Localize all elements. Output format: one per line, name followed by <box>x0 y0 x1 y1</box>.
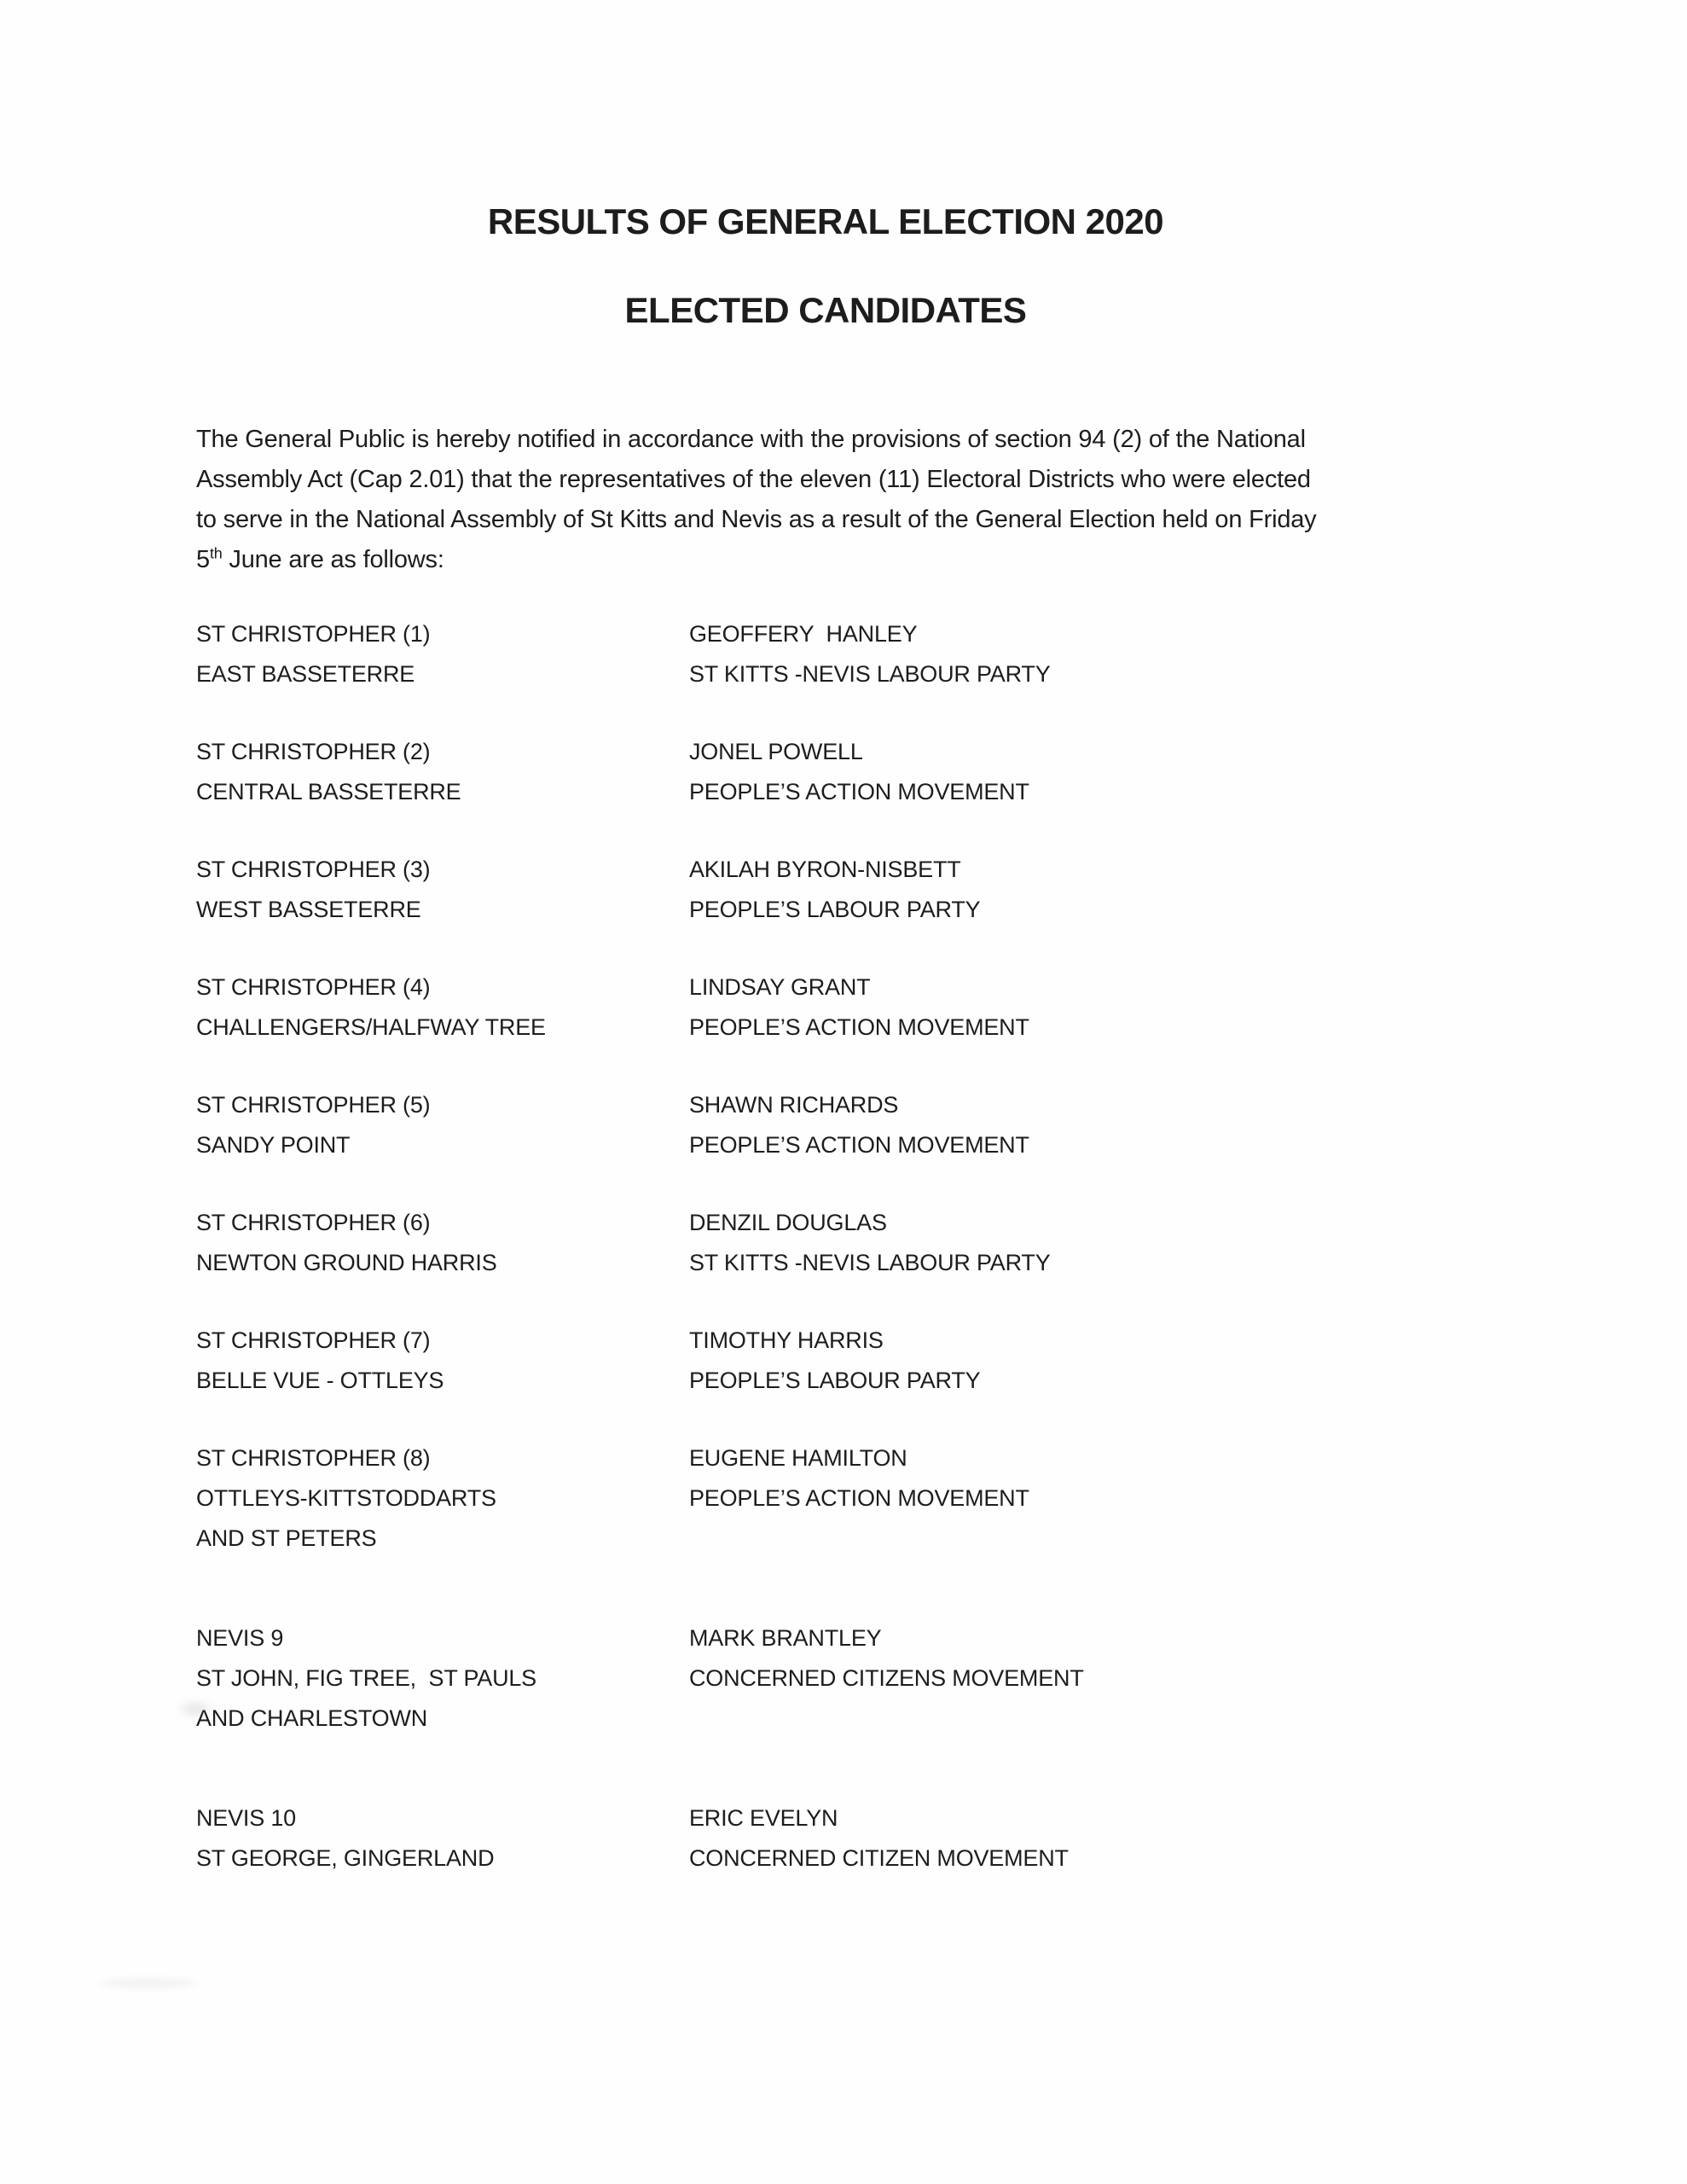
result-entry <box>196 1085 1455 1165</box>
result-entry <box>196 732 1455 812</box>
district-col <box>196 614 689 694</box>
district-line: ST CHRISTOPHER (8) <box>196 1445 431 1471</box>
notice-line: to serve in the National Assembly of St Kitts and Nevis as a result of the General Election held on Friday <box>196 506 1317 533</box>
candidate-line: JONEL POWELL <box>689 739 863 764</box>
district-line: AND CHARLESTOWN <box>196 1705 428 1731</box>
candidate-line: ERIC EVELYN <box>689 1805 838 1831</box>
result-entry <box>196 967 1455 1048</box>
candidate-line: PEOPLE’S ACTION MOVEMENT <box>689 1485 1029 1511</box>
district-col <box>196 1321 689 1401</box>
candidate-col <box>689 1618 1455 1699</box>
candidate-line: TIMOTHY HARRIS <box>689 1327 884 1353</box>
candidate-col <box>689 1798 1455 1879</box>
candidate-col <box>689 1203 1455 1283</box>
candidate-line: AKILAH BYRON-NISBETT <box>689 857 961 882</box>
result-entry <box>196 1438 1455 1559</box>
district-col <box>196 1618 689 1739</box>
candidate-line: CONCERNED CITIZEN MOVEMENT <box>689 1845 1069 1871</box>
candidate-line: ST KITTS -NEVIS LABOUR PARTY <box>689 661 1051 687</box>
district-line: SANDY POINT <box>196 1132 351 1158</box>
date-ordinal-superscript: th <box>209 544 223 562</box>
district-col <box>196 1438 689 1559</box>
result-entry <box>196 1321 1455 1401</box>
candidate-line: DENZIL DOUGLAS <box>689 1210 887 1235</box>
document-content <box>196 0 1455 1916</box>
district-line: AND ST PETERS <box>196 1525 377 1551</box>
result-entry <box>196 1203 1455 1283</box>
district-col <box>196 967 689 1048</box>
district-line: EAST BASSETERRE <box>196 661 415 687</box>
candidate-line: PEOPLE’S ACTION MOVEMENT <box>689 1132 1029 1158</box>
candidate-line: CONCERNED CITIZENS MOVEMENT <box>689 1665 1084 1691</box>
scan-smudge-artifact <box>101 1979 196 1987</box>
district-line: OTTLEYS-KITTSTODDARTS <box>196 1485 496 1511</box>
candidate-line: EUGENE HAMILTON <box>689 1445 907 1471</box>
district-line: NEWTON GROUND HARRIS <box>196 1250 497 1275</box>
notice-line: The General Public is hereby notified in accordance with the provisions of section 94 (2) of the National <box>196 426 1306 453</box>
notice-line: Assembly Act (Cap 2.01) that the representatives of the eleven (11) Electoral Districts who were elected <box>196 466 1311 493</box>
candidate-col <box>689 1438 1455 1519</box>
notice-line-date <box>196 540 1455 580</box>
district-line: NEVIS 9 <box>196 1625 284 1651</box>
district-line: ST JOHN, FIG TREE, ST PAULS <box>196 1665 536 1691</box>
district-line: CHALLENGERS/HALFWAY TREE <box>196 1014 546 1040</box>
district-line: ST CHRISTOPHER (7) <box>196 1327 431 1353</box>
result-entry <box>196 1798 1455 1879</box>
candidate-col <box>689 967 1455 1048</box>
candidate-line: PEOPLE’S LABOUR PARTY <box>689 897 981 922</box>
district-col <box>196 732 689 812</box>
district-col <box>196 1203 689 1283</box>
candidate-line: PEOPLE’S ACTION MOVEMENT <box>689 779 1029 804</box>
candidate-col <box>689 1085 1455 1165</box>
candidate-line: MARK BRANTLEY <box>689 1625 882 1651</box>
result-entry <box>196 1618 1455 1739</box>
document-title: RESULTS OF GENERAL ELECTION 2020 <box>487 201 1164 241</box>
district-line: ST CHRISTOPHER (2) <box>196 739 431 764</box>
district-col <box>196 1085 689 1165</box>
district-line: ST CHRISTOPHER (5) <box>196 1092 431 1118</box>
date-number: 5 <box>196 546 210 573</box>
result-entry <box>196 850 1455 930</box>
candidate-line: PEOPLE’S LABOUR PARTY <box>689 1368 981 1393</box>
district-col <box>196 850 689 930</box>
document-subtitle: ELECTED CANDIDATES <box>624 290 1027 330</box>
district-line: CENTRAL BASSETERRE <box>196 779 461 804</box>
district-line: ST CHRISTOPHER (6) <box>196 1210 431 1235</box>
candidate-line: GEOFFERY HANLEY <box>689 621 918 647</box>
candidate-col <box>689 1321 1455 1401</box>
district-line: ST CHRISTOPHER (4) <box>196 974 431 1000</box>
notice-line-date-rest: June are as follows: <box>222 546 444 573</box>
candidate-line: PEOPLE’S ACTION MOVEMENT <box>689 1014 1029 1040</box>
district-line: ST CHRISTOPHER (3) <box>196 857 431 882</box>
district-line: ST CHRISTOPHER (1) <box>196 621 431 647</box>
candidate-line: ST KITTS -NEVIS LABOUR PARTY <box>689 1250 1051 1275</box>
candidate-col <box>689 614 1455 694</box>
candidate-line: LINDSAY GRANT <box>689 974 871 1000</box>
candidate-col <box>689 732 1455 812</box>
district-line: ST GEORGE, GINGERLAND <box>196 1845 495 1871</box>
district-line: BELLE VUE - OTTLEYS <box>196 1368 444 1393</box>
candidate-col <box>689 850 1455 930</box>
candidate-line: SHAWN RICHARDS <box>689 1092 899 1118</box>
result-entry <box>196 614 1455 694</box>
district-line: NEVIS 10 <box>196 1805 296 1831</box>
district-col <box>196 1798 689 1879</box>
results-list <box>196 614 1455 1879</box>
notice-paragraph <box>196 420 1455 580</box>
district-line: WEST BASSETERRE <box>196 897 421 922</box>
